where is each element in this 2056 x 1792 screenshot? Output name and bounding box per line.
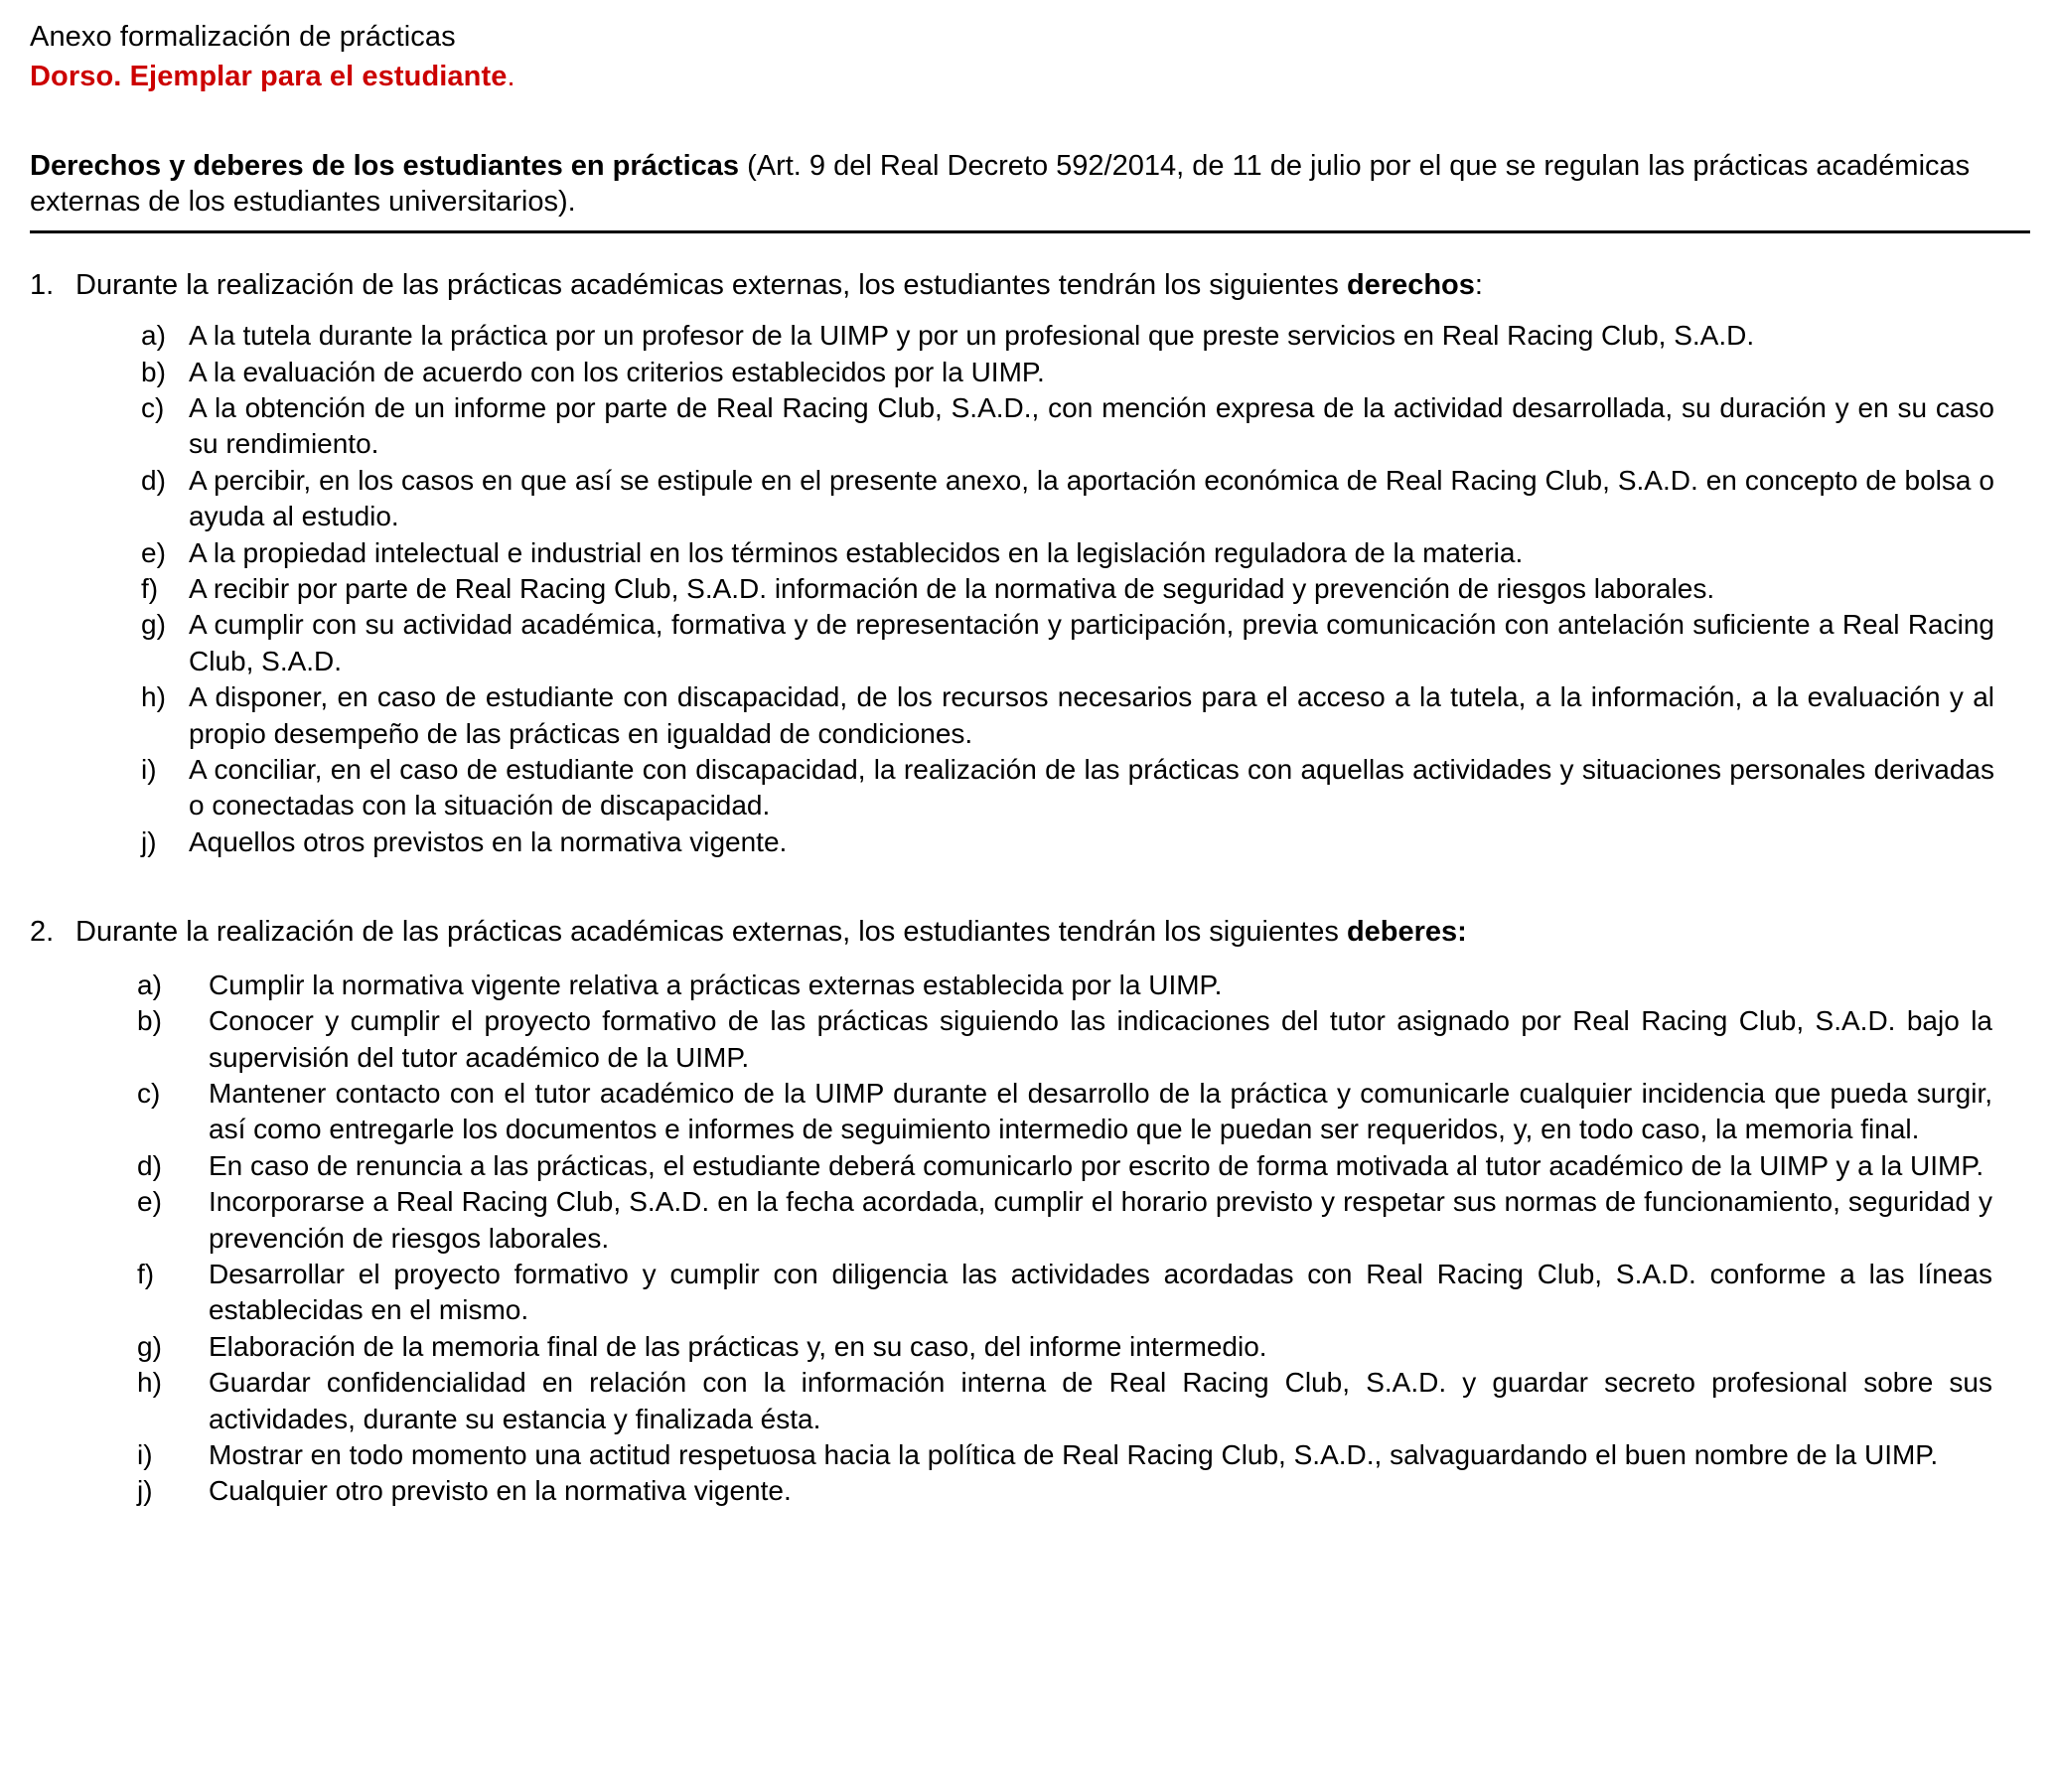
- heading-text-emphasis: derechos: [1346, 268, 1475, 301]
- list-item: [30, 1003, 2030, 1076]
- list-item-marker: d): [137, 1149, 162, 1181]
- list-item-marker: g): [141, 609, 166, 641]
- list-item-text: Desarrollar el proyecto formativo y cumplir con diligencia las actividades acordadas con Real Racing Club, S.A.D. conforme a las líneas establecidas en el mismo.: [209, 1258, 1992, 1326]
- law-reference-title: Derechos y deberes de los estudiantes en prácticas: [30, 149, 740, 182]
- section-deberes-heading-text: [75, 914, 2030, 952]
- list-item: [30, 535, 2030, 571]
- list-item-marker: f): [141, 573, 159, 605]
- list-item: [30, 824, 2030, 860]
- document-header: [30, 18, 2030, 96]
- heading-text-emphasis: deberes:: [1346, 916, 1467, 949]
- list-item: [30, 571, 2030, 607]
- section-derechos-heading-text: [75, 267, 2030, 305]
- list-item-marker: e): [137, 1186, 162, 1218]
- derechos-list: [30, 318, 2030, 860]
- list-item: [30, 752, 2030, 824]
- heading-text-before: Durante la realización de las prácticas académicas externas, los estudiantes tendrán los siguientes: [75, 268, 1347, 301]
- list-item: [30, 1184, 2030, 1257]
- list-item-text: A la evaluación de acuerdo con los criterios establecidos por la UIMP.: [189, 356, 1045, 387]
- list-item: [30, 1473, 2030, 1509]
- list-item-marker: h): [137, 1367, 162, 1399]
- section-deberes-heading: [30, 914, 2030, 952]
- list-item-text: A conciliar, en el caso de estudiante con discapacidad, la realización de las prácticas con aquellas actividades y situaciones personales derivadas o conectadas con la situación de discapacidad.: [189, 753, 1994, 821]
- list-item: [30, 1076, 2030, 1148]
- list-item-text: A percibir, en los casos en que así se estipule en el presente anexo, la aportación económica de Real Racing Club, S.A.D. en concepto de bolsa o ayuda al estudio.: [189, 464, 1994, 532]
- list-item: [30, 318, 2030, 354]
- list-item-text: Mantener contacto con el tutor académico de la UIMP durante el desarrollo de la práctica y comunicarle cualquier incidencia que pueda surgir, así como entregarle los documentos e informes de seguimiento intermedio que le puedan ser requeridos, y, en todo caso, la memoria final.: [209, 1078, 1992, 1145]
- list-item-text: A la propiedad intelectual e industrial en los términos establecidos en la legislación reguladora de la materia.: [189, 536, 1524, 568]
- list-item-text: Mostrar en todo momento una actitud respetuosa hacia la política de Real Racing Club, S.A.D., salvaguardando el buen nombre de la UIMP.: [209, 1438, 1939, 1470]
- section-deberes-number: 2.: [30, 916, 55, 949]
- list-item-marker: i): [137, 1438, 153, 1470]
- list-item-marker: e): [141, 536, 166, 568]
- list-item-marker: f): [137, 1258, 155, 1289]
- list-item-text: Guardar confidencialidad en relación con la información interna de Real Racing Club, S.A.D. y guardar secreto profesional sobre sus actividades, durante su estancia y finalizada ésta.: [209, 1367, 1992, 1434]
- list-item: [30, 1257, 2030, 1329]
- list-item: [30, 607, 2030, 679]
- list-item: [30, 1148, 2030, 1184]
- list-item-text: Cumplir la normativa vigente relativa a prácticas externas establecida por la UIMP.: [209, 969, 1223, 1000]
- heading-text-before: Durante la realización de las prácticas académicas externas, los estudiantes tendrán los siguientes: [75, 916, 1347, 949]
- list-item-text: A recibir por parte de Real Racing Club, S.A.D. información de la normativa de seguridad y prevención de riesgos laborales.: [189, 573, 1715, 605]
- list-item: [30, 1437, 2030, 1473]
- list-item-marker: g): [137, 1330, 162, 1362]
- header-copy-label-bold: Dorso. Ejemplar para el estudiante: [30, 61, 508, 93]
- list-item: [30, 390, 2030, 463]
- list-item-marker: h): [141, 681, 166, 713]
- list-item-text: Elaboración de la memoria final de las prácticas y, en su caso, del informe intermedio.: [209, 1330, 1267, 1362]
- list-item-marker: c): [141, 392, 165, 424]
- section-derechos: [30, 267, 2030, 861]
- list-item: [30, 968, 2030, 1003]
- list-item-marker: j): [141, 825, 157, 857]
- section-derechos-heading: [30, 267, 2030, 305]
- list-item-marker: b): [137, 1005, 162, 1037]
- list-item-marker: d): [141, 464, 166, 496]
- deberes-list: [30, 968, 2030, 1510]
- header-copy-label-period: .: [507, 61, 515, 93]
- list-item-text: A disponer, en caso de estudiante con discapacidad, de los recursos necesarios para el acceso a la tutela, a la información, a la evaluación y al propio desempeño de las prácticas en igualdad de condiciones.: [189, 681, 1994, 749]
- list-item-text: A la obtención de un informe por parte de Real Racing Club, S.A.D., con mención expresa de la actividad desarrollada, su duración y en su caso su rendimiento.: [189, 392, 1994, 460]
- list-item: [30, 1365, 2030, 1437]
- section-deberes: [30, 914, 2030, 1510]
- list-item: [30, 463, 2030, 535]
- heading-text-after: :: [1474, 268, 1483, 301]
- list-item-text: A la tutela durante la práctica por un profesor de la UIMP y por un profesional que preste servicios en Real Racing Club, S.A.D.: [189, 320, 1755, 352]
- section-derechos-number: 1.: [30, 268, 55, 301]
- list-item-text: Cualquier otro previsto en la normativa vigente.: [209, 1475, 792, 1507]
- list-item-text: Aquellos otros previstos en la normativa vigente.: [189, 825, 788, 857]
- list-item: [30, 355, 2030, 390]
- list-item-marker: c): [137, 1078, 161, 1109]
- list-item-text: Incorporarse a Real Racing Club, S.A.D. en la fecha acordada, cumplir el horario previsto y respetar sus normas de funcionamiento, seguridad y prevención de riesgos laborales.: [209, 1186, 1992, 1254]
- law-reference-citation: (Art. 9 del Real Decreto 592/2014, de 11 de julio por el que se regulan las prácticas académicas externas de los estudiantes universitarios).: [30, 149, 1971, 219]
- header-copy-label: [30, 58, 2030, 95]
- list-item: [30, 1329, 2030, 1365]
- list-item: [30, 679, 2030, 752]
- header-title-line: Anexo formalización de prácticas: [30, 21, 456, 53]
- list-item-marker: i): [141, 753, 157, 785]
- header-divider: [30, 230, 2030, 233]
- law-reference-paragraph: [30, 148, 2030, 221]
- list-item-text: En caso de renuncia a las prácticas, el estudiante deberá comunicarlo por escrito de forma motivada al tutor académico de la UIMP y a la UIMP.: [209, 1149, 1984, 1181]
- list-item-marker: j): [137, 1475, 153, 1507]
- list-item-marker: a): [141, 320, 166, 352]
- list-item-marker: a): [137, 969, 162, 1000]
- list-item-text: Conocer y cumplir el proyecto formativo de las prácticas siguiendo las indicaciones del tutor asignado por Real Racing Club, S.A.D. bajo la supervisión del tutor académico de la UIMP.: [209, 1005, 1992, 1073]
- list-item-marker: b): [141, 356, 166, 387]
- list-item-text: A cumplir con su actividad académica, formativa y de representación y participación, previa comunicación con antelación suficiente a Real Racing Club, S.A.D.: [189, 609, 1994, 676]
